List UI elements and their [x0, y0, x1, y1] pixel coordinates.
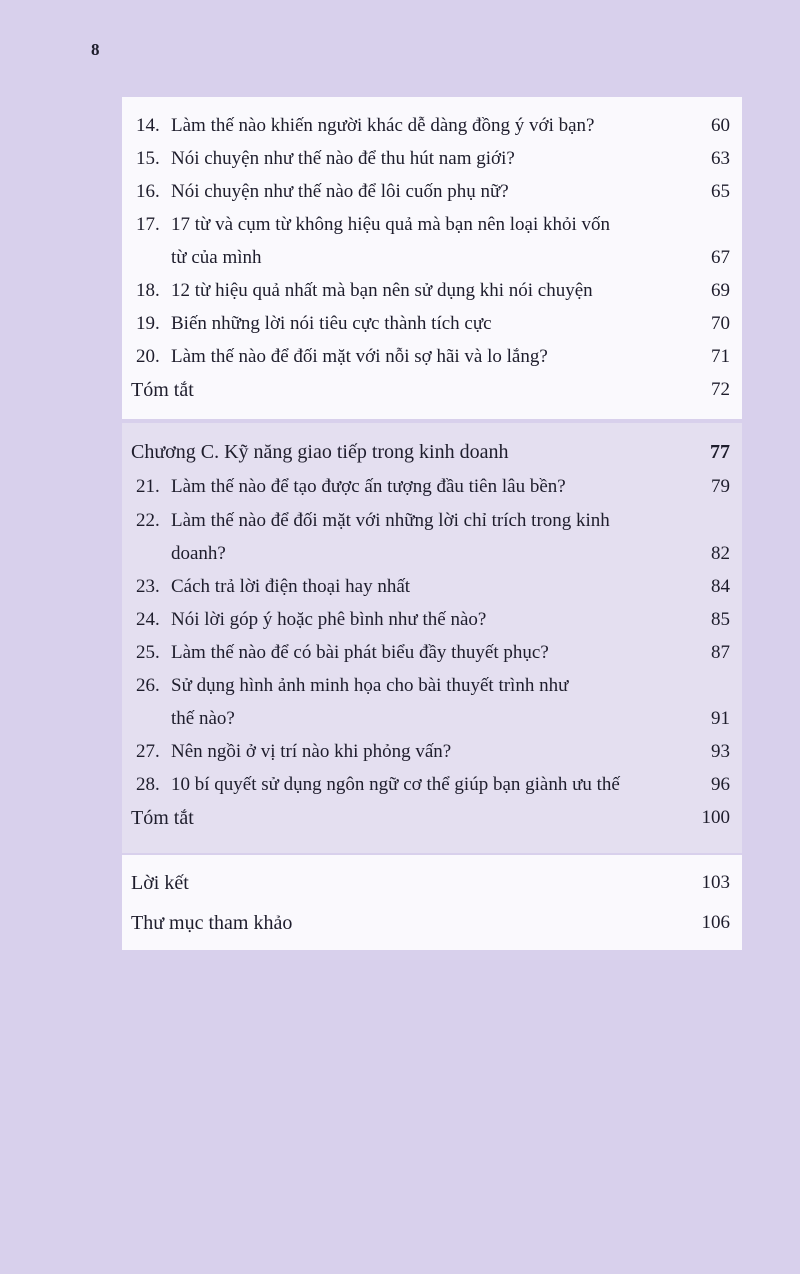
entry-page: 93	[711, 741, 730, 762]
entry-page: 85	[711, 609, 730, 630]
entry-page: 79	[711, 476, 730, 497]
entry-page: 71	[711, 346, 730, 367]
entry-title: Nói chuyện như thế nào để lôi cuốn phụ nữ?	[171, 181, 509, 202]
entry-page: 67	[711, 247, 730, 268]
entry-page: 63	[711, 148, 730, 169]
entry-title-continued: thế nào?	[171, 708, 235, 729]
summary-title: Tóm tắt	[131, 379, 194, 401]
entry-page: 91	[711, 708, 730, 729]
entry-title: Nói lời góp ý hoặc phê bình như thế nào?	[171, 609, 487, 630]
entry-number: 14.	[136, 115, 160, 136]
entry-title: Làm thế nào khiến người khác dễ dàng đồng ý với bạn?	[171, 115, 595, 136]
entry-number: 21.	[136, 476, 160, 497]
conclusion-title: Lời kết	[131, 872, 189, 894]
entry-page: 65	[711, 181, 730, 202]
conclusion-page: 103	[701, 872, 730, 893]
entry-page: 82	[711, 543, 730, 564]
entry-title: 10 bí quyết sử dụng ngôn ngữ cơ thể giúp bạn giành ưu thế	[171, 774, 620, 795]
page-number: 8	[91, 40, 100, 59]
chapter-title: Chương C. Kỹ năng giao tiếp trong kinh doanh	[131, 441, 509, 463]
entry-title: Làm thế nào để đối mặt với những lời chỉ trích trong kinh	[171, 510, 610, 531]
summary-page: 100	[701, 807, 730, 828]
entry-title: 17 từ và cụm từ không hiệu quả mà bạn nên loại khỏi vốn	[171, 214, 611, 235]
entry-title: Làm thế nào để có bài phát biểu đầy thuyết phục?	[171, 642, 549, 663]
toc-section-b-panel	[122, 97, 742, 419]
entry-number: 28.	[136, 774, 160, 795]
entry-number: 18.	[136, 280, 160, 301]
entry-number: 15.	[136, 148, 160, 169]
entry-page: 70	[711, 313, 730, 334]
entry-title: Làm thế nào để tạo được ấn tượng đầu tiên lâu bền?	[171, 476, 566, 497]
entry-page: 96	[711, 774, 730, 795]
entry-page: 87	[711, 642, 730, 663]
entry-page: 69	[711, 280, 730, 301]
summary-title: Tóm tắt	[131, 807, 194, 829]
entry-number: 27.	[136, 741, 160, 762]
entry-title: Sử dụng hình ảnh minh họa cho bài thuyết trình như	[171, 675, 569, 696]
entry-number: 25.	[136, 642, 160, 663]
summary-page: 72	[711, 379, 730, 400]
toc-chapter-c-panel	[122, 423, 742, 853]
entry-number: 19.	[136, 313, 160, 334]
bibliography-page: 106	[701, 912, 730, 933]
entry-number: 22.	[136, 510, 160, 531]
entry-title: Cách trả lời điện thoại hay nhất	[171, 576, 411, 597]
entry-number: 16.	[136, 181, 160, 202]
toc-backmatter-panel	[122, 855, 742, 950]
entry-number: 17.	[136, 214, 160, 235]
entry-title: Làm thế nào để đối mặt với nỗi sợ hãi và lo lắng?	[171, 346, 548, 367]
entry-number: 26.	[136, 675, 160, 696]
entry-number: 20.	[136, 346, 160, 367]
entry-title: Nói chuyện như thế nào để thu hút nam giới?	[171, 148, 515, 169]
entry-title: Nên ngồi ở vị trí nào khi phỏng vấn?	[171, 741, 452, 762]
entry-title: 12 từ hiệu quả nhất mà bạn nên sử dụng khi nói chuyện	[171, 280, 593, 301]
entry-number: 24.	[136, 609, 160, 630]
entry-page: 84	[711, 576, 730, 597]
entry-title-continued: doanh?	[171, 543, 226, 564]
entry-title: Biến những lời nói tiêu cực thành tích cực	[171, 313, 492, 334]
entry-number: 23.	[136, 576, 160, 597]
entry-title-continued: từ của mình	[171, 247, 262, 268]
bibliography-title: Thư mục tham khảo	[131, 912, 293, 934]
chapter-page: 77	[710, 441, 730, 463]
entry-page: 60	[711, 115, 730, 136]
